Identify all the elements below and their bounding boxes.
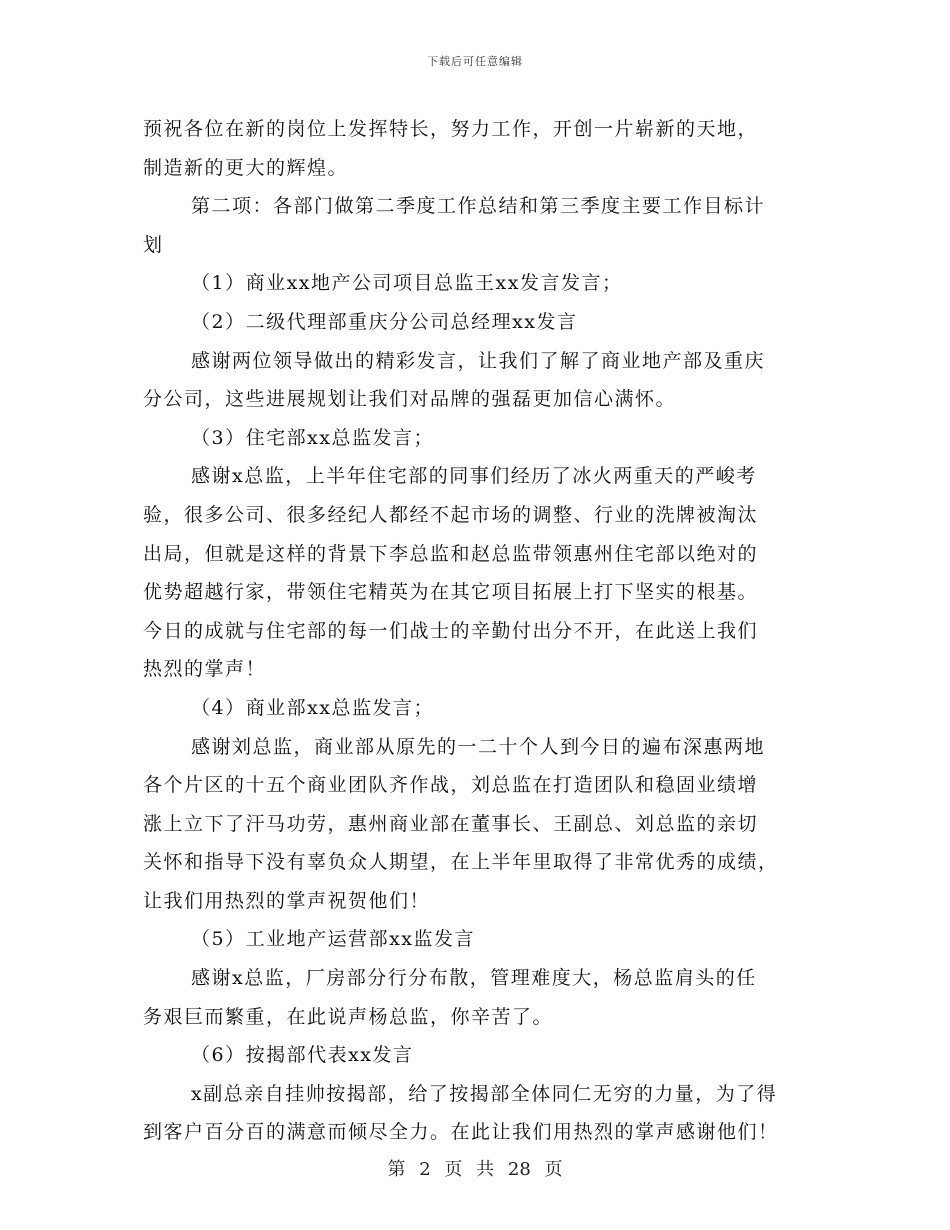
- footer-suffix: 页: [544, 1159, 563, 1180]
- text-line: 今日的成就与住宅部的每一们战士的辛勤付出分不开，在此送上我们: [143, 619, 759, 642]
- text-line: 各个片区的十五个商业团队齐作战，刘总监在打造团队和稳固业绩增: [143, 774, 759, 797]
- footer-prefix: 第: [387, 1159, 406, 1180]
- text-line: 感谢x总监，上半年住宅部的同事们经历了冰火两重天的严峻考: [191, 465, 757, 488]
- text-line: 热烈的掌声！: [143, 658, 267, 681]
- text-line: 优势超越行家，带领住宅精英为在其它项目拓展上打下坚实的根基。: [143, 581, 759, 604]
- text-line: （3）住宅部xx总监发言；: [191, 426, 435, 449]
- text-line: x副总亲自挂帅按揭部，给了按揭部全体同仁无穷的力量，为了得: [191, 1082, 778, 1105]
- footer-total-pages: 28: [507, 1159, 531, 1180]
- text-line: 务艰巨而繁重，在此说声杨总监，你辛苦了。: [143, 1005, 554, 1028]
- text-line: 划: [143, 233, 164, 256]
- text-line: 出局，但就是这样的背景下李总监和赵总监带领惠州住宅部以绝对的: [143, 542, 759, 565]
- text-line: （1）商业xx地产公司项目总监王xx发言发言；: [191, 272, 623, 295]
- text-line: 分公司，这些进展规划让我们对品牌的强磊更加信心满怀。: [143, 388, 677, 411]
- page-header-note: 下载后可任意编辑: [427, 55, 523, 68]
- text-line: （5）工业地产运营部xx监发言: [191, 928, 476, 951]
- text-line: （4）商业部xx总监发言；: [191, 696, 435, 719]
- text-line: 让我们用热烈的掌声祝贺他们！: [143, 889, 431, 912]
- page-footer: [0, 1155, 950, 1181]
- text-line: 关怀和指导下没有辜负众人期望，在上半年里取得了非常优秀的成绩，: [143, 851, 779, 874]
- footer-page-label: 页: [444, 1159, 463, 1180]
- text-line: 涨上立下了汗马功劳，惠州商业部在董事长、王副总、刘总监的亲切: [143, 812, 759, 835]
- text-line: 验，很多公司、很多经纪人都经不起市场的调整、行业的洗牌被淘汰: [143, 503, 759, 526]
- text-line: 到客户百分百的满意而倾尽全力。在此让我们用热烈的掌声感谢他们！: [143, 1121, 779, 1144]
- text-line: （2）二级代理部重庆分公司总经理xx发言: [191, 310, 578, 333]
- text-line: 感谢x总监，厂房部分行分布散，管理难度大，杨总监肩头的任: [191, 967, 757, 990]
- text-line: （6）按揭部代表xx发言: [191, 1044, 414, 1067]
- text-line: 感谢两位领导做出的精彩发言，让我们了解了商业地产部及重庆: [191, 349, 766, 372]
- footer-page-number: 2: [419, 1159, 431, 1180]
- footer-total-label: 共: [476, 1159, 495, 1180]
- document-body: [143, 110, 813, 1152]
- text-line: 第二项：各部门做第二季度工作总结和第三季度主要工作目标计: [191, 195, 766, 218]
- text-line: 预祝各位在新的岗位上发挥特长，努力工作，开创一片崭新的天地，: [143, 118, 759, 140]
- text-line: 感谢刘总监，商业部从原先的一二十个人到今日的遍布深惠两地: [191, 735, 766, 758]
- text-line: 制造新的更大的辉煌。: [143, 156, 349, 179]
